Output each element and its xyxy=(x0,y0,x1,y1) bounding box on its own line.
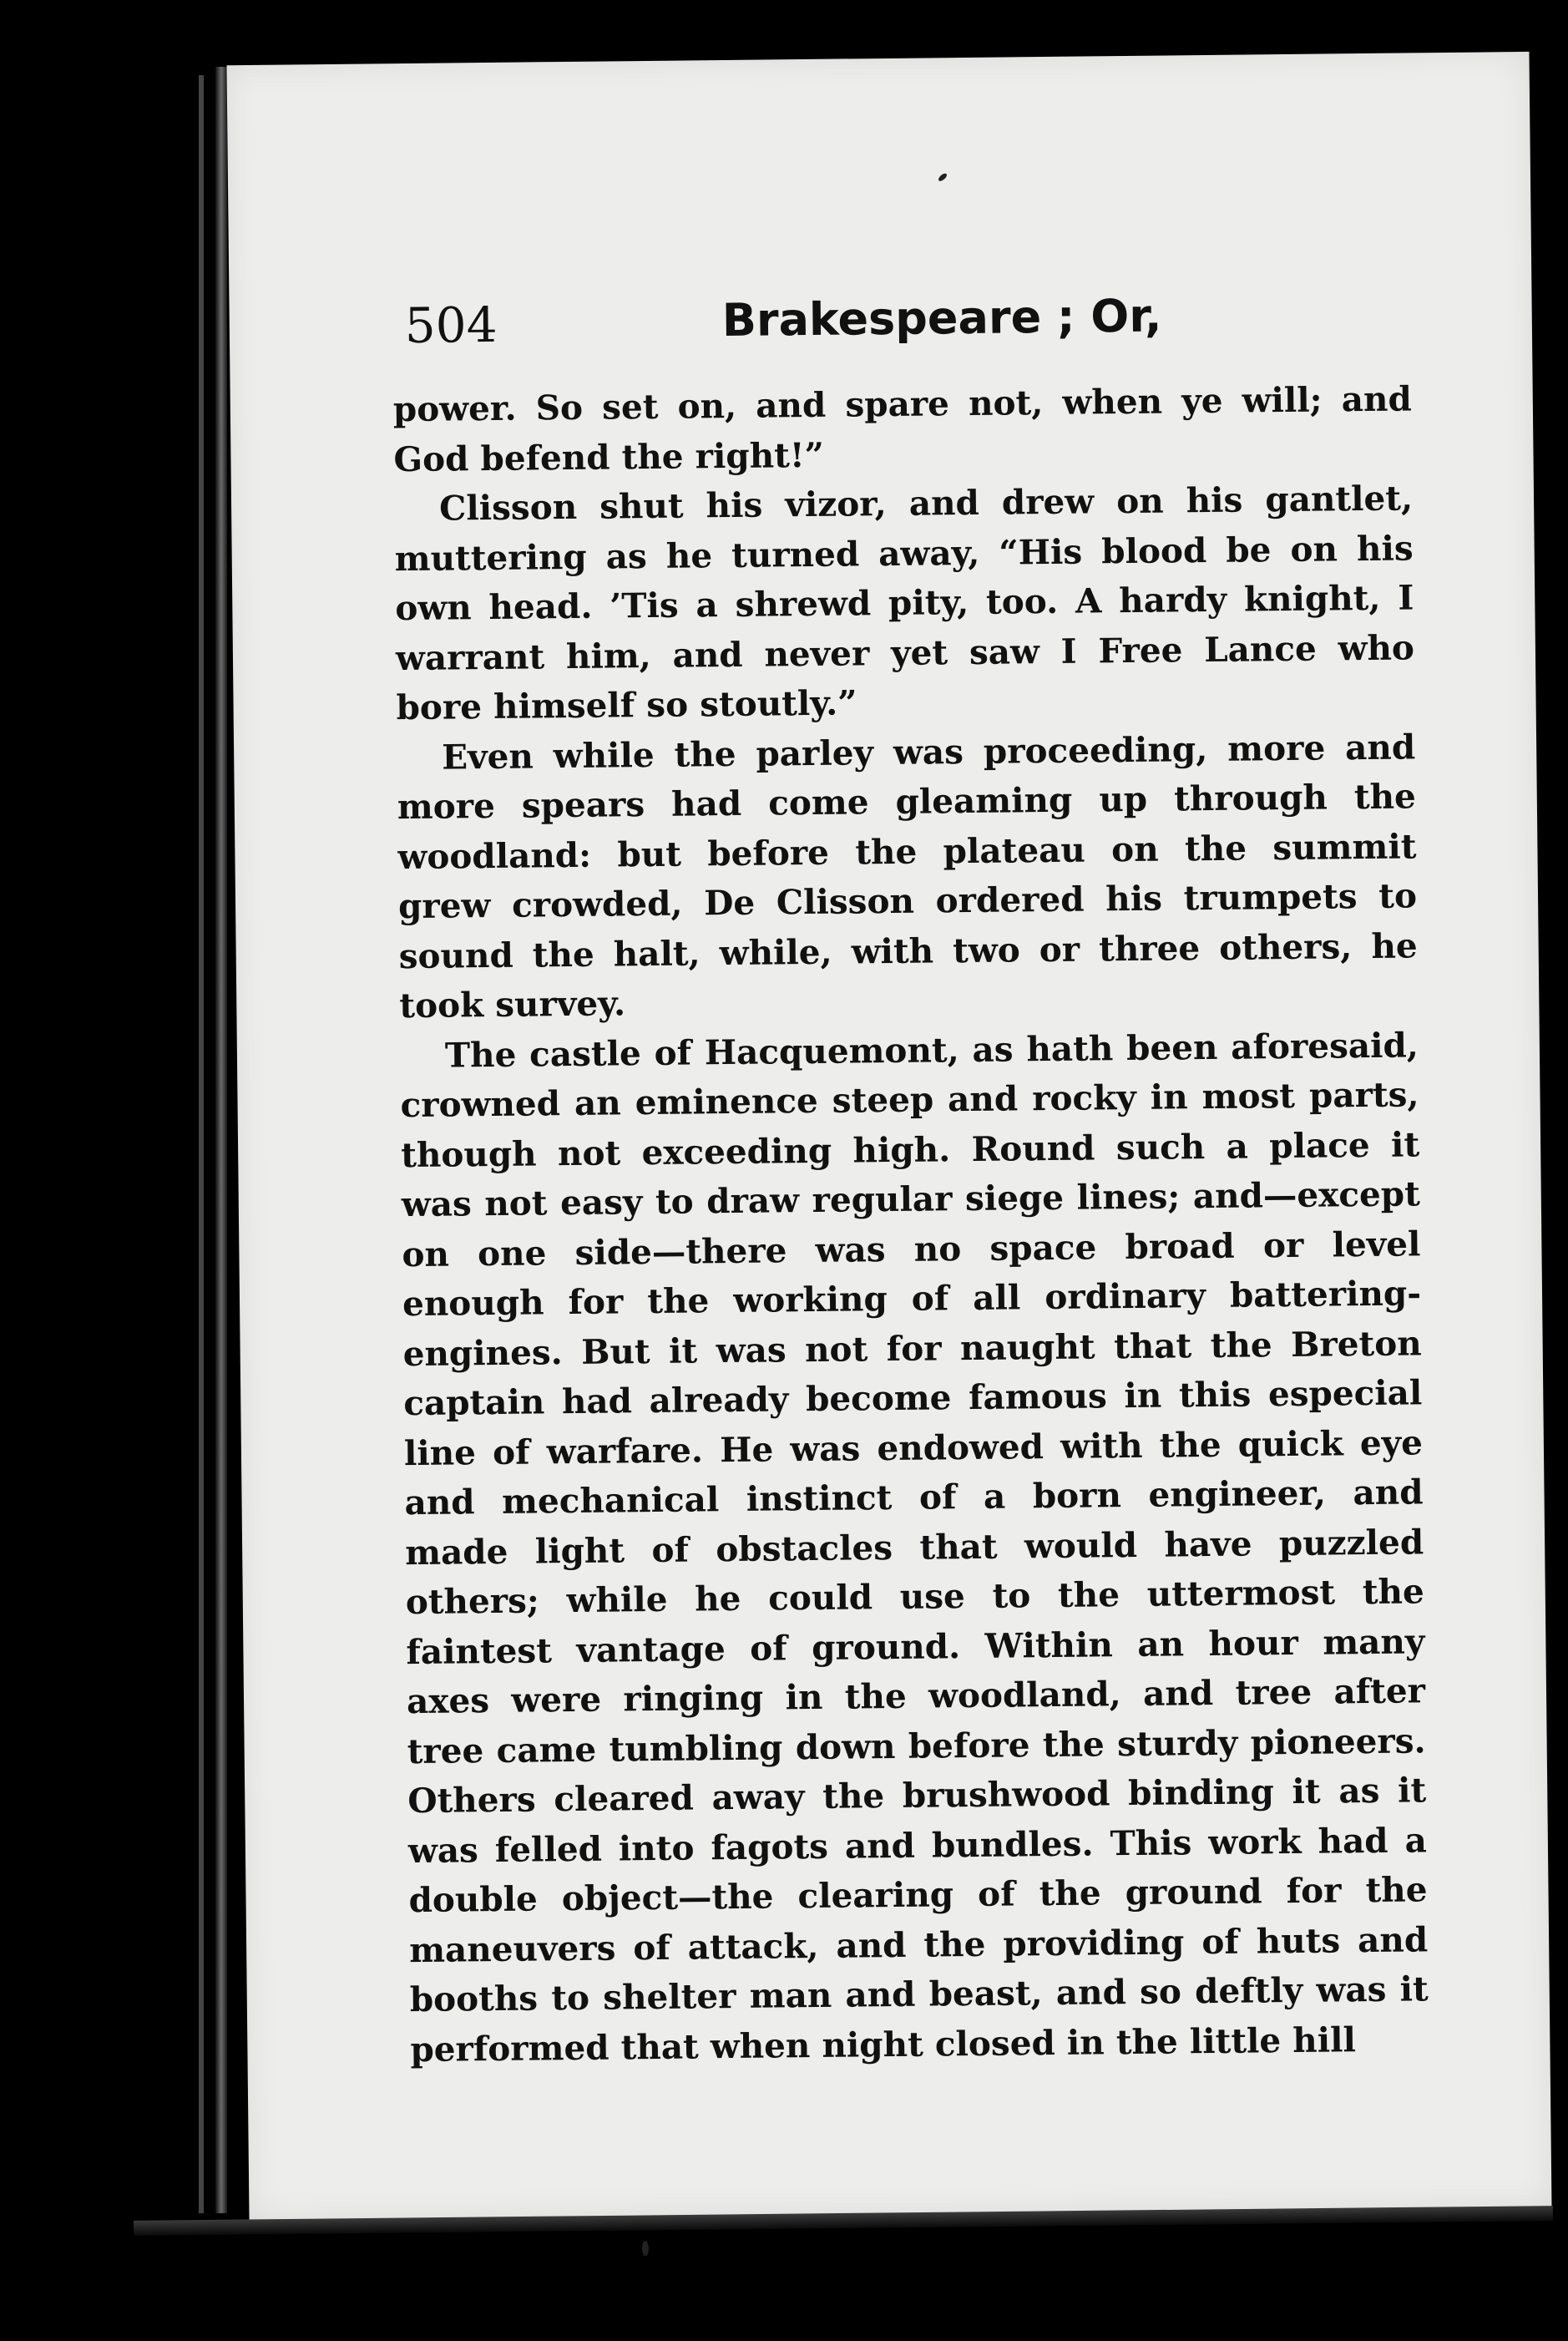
running-head: Brakespeare ; Or, xyxy=(721,289,1162,347)
paragraph: Clisson shut his vizor, and drew on his gantlet, muttering as he turned away, “His blood be on his own head. ’Tis a shrewd pity, too. A hardy knight, I warrant him, and never yet saw I Free Lance who bore himself so stoutly.” xyxy=(394,478,1415,728)
book-spine xyxy=(215,67,227,2213)
paragraph: The castle of Hacquemont, as hath been aforesaid, crowned an eminence steep and rocky in most parts, though not exceeding high. Round such a place it was not easy to draw regular siege lines; and—except on one side—there was no space broad or level enough for the working of all ordinary battering-engines. But it was not for naught that the Breton captain had already become famous in this especial line of warfare. He was endowed with the quick eye and mechanical instinct of a born engineer, and made light of obstacles that would have puzzled others; while he could use to the uttermost the faintest vantage of ground. Within an hour many axes were ringing in the woodland, and tree after tree came tumbling down before the sturdy pioneers. Others cleared away the brushwood binding it as it was felled into fagots and bundles. This work had a double object—the clearing of the ground for the maneuvers of attack, and the providing of huts and booths to shelter man and beast, and so deftly was it performed that when night closed in the little hill xyxy=(400,1024,1429,2070)
page-header xyxy=(404,286,1432,364)
page-number: 504 xyxy=(404,296,498,355)
body-text xyxy=(393,374,1429,2075)
paragraph-continuation: power. So set on, and spare not, when ye will; and God befend the right!” xyxy=(392,378,1413,479)
paragraph: Even while the parley was proceeding, more and more spears had come gleaming up through the woodland: but before the plateau on the summit grew crowded, De Clisson ordered his trumpets to sound the halt, while, with two or three others, he took survey. xyxy=(397,726,1418,1026)
ink-speck xyxy=(642,2241,649,2256)
book-spine-shadow xyxy=(199,75,204,2213)
ink-speck xyxy=(937,172,948,182)
book-page xyxy=(227,52,1552,2220)
